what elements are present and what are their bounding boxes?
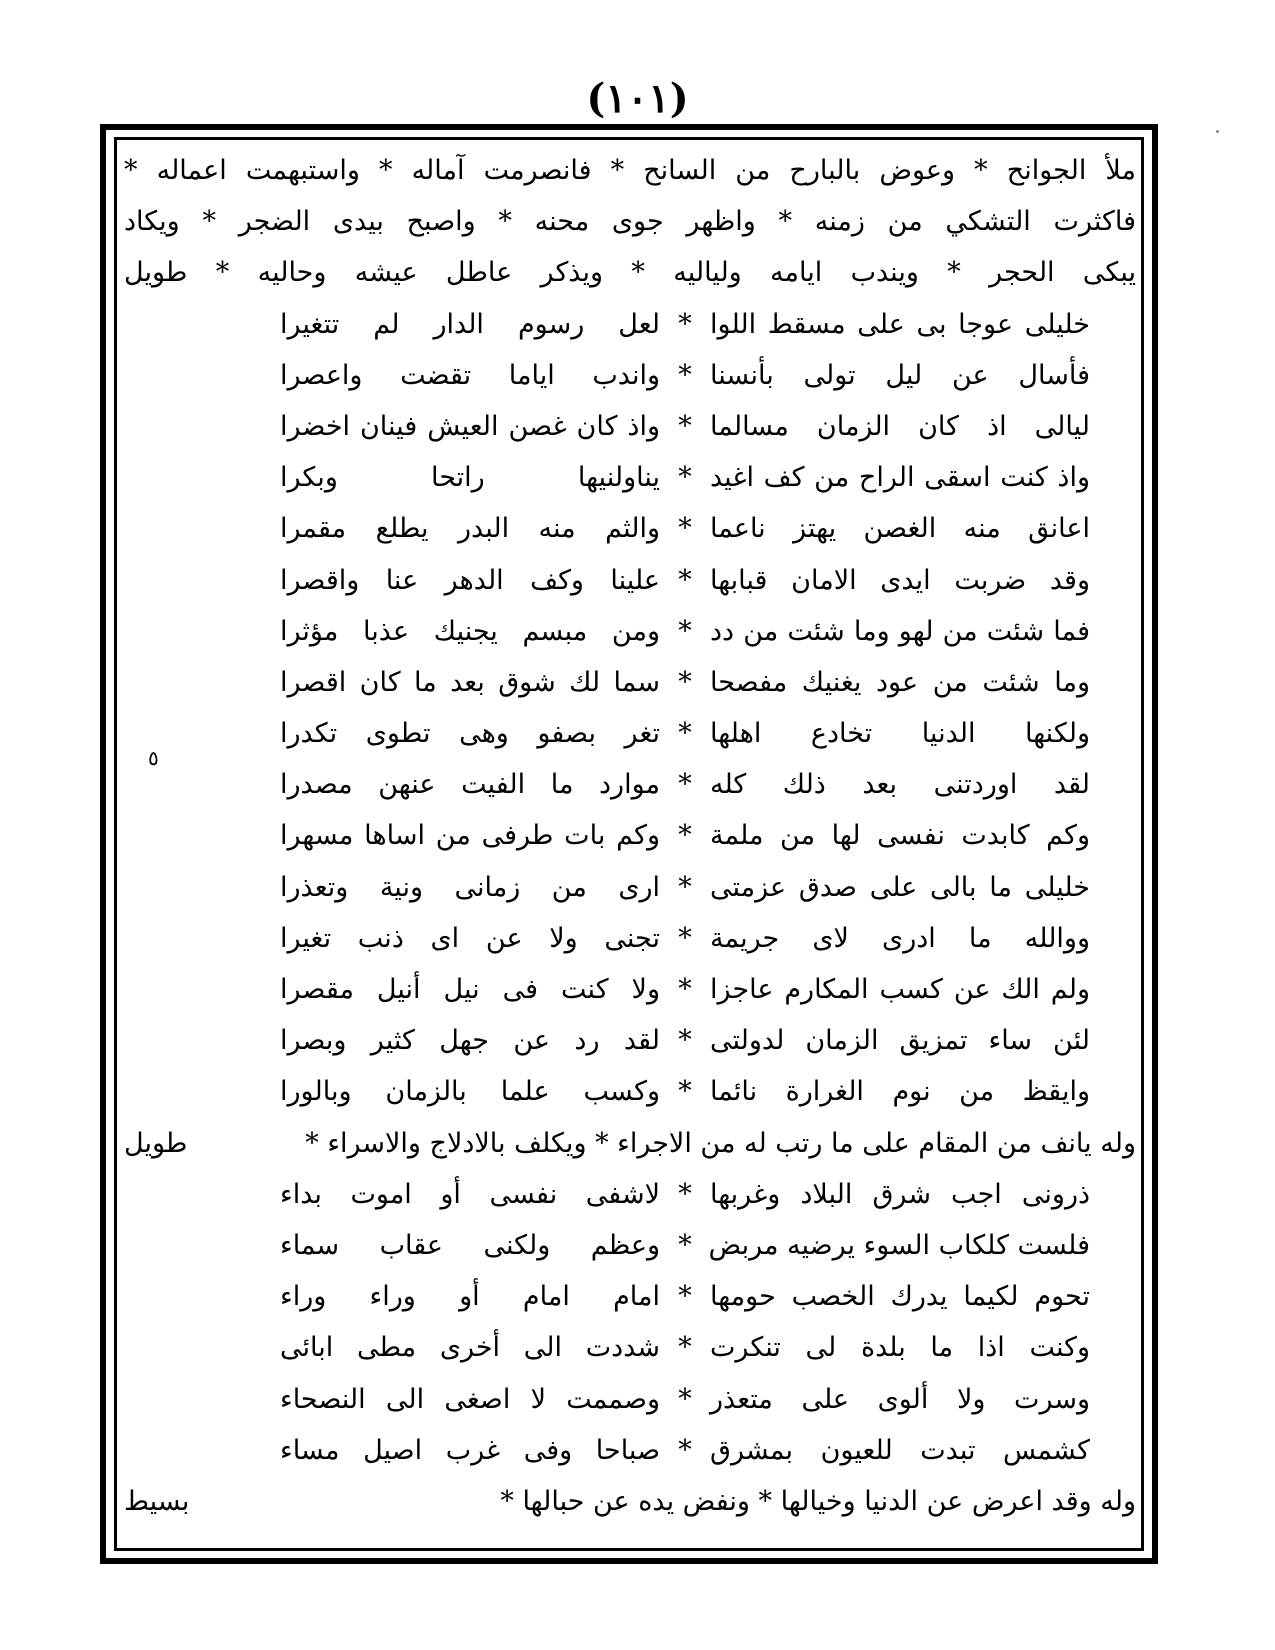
verse-second-hemistich: وعظم ولكنى عقاب سماء [280, 1229, 660, 1261]
meter-label: بسيط [124, 1485, 190, 1517]
verse-first-hemistich: خليلى عوجا بى على مسقط اللوا [710, 308, 1090, 340]
verse-separator: * [678, 1281, 692, 1313]
verse-second-hemistich: شددت الى أخرى مطى ابائى [280, 1332, 660, 1364]
verse-second-hemistich: لعل رسوم الدار لم تتغيرا [280, 308, 660, 340]
prose-heading-line [120, 1476, 1140, 1527]
verse-separator: * [678, 410, 692, 442]
verse-first-hemistich: كشمس تبدت للعيون بمشرق [710, 1434, 1090, 1466]
verse-line [120, 555, 1140, 606]
verse-separator: * [678, 769, 692, 801]
prose-line: فاكثرت التشكي من زمنه * واظهر جوى محنه * واصبح بيدى الضجر * ويكاد [124, 206, 1136, 238]
verse-line [120, 452, 1140, 503]
verse-separator: * [678, 513, 692, 545]
verse-first-hemistich: وقد ضربت ايدى الامان قبابها [710, 564, 1090, 596]
verse-separator: * [678, 666, 692, 698]
verse-first-hemistich: وايقظ من نوم الغرارة نائما [710, 1076, 1090, 1108]
verse-first-hemistich: واذ كنت اسقى الراح من كف اغيد [710, 462, 1090, 494]
verse-first-hemistich: ذرونى اجب شرق البلاد وغربها [710, 1178, 1090, 1210]
verse-second-hemistich: وكم بات طرفى من اساها مسهرا [280, 820, 660, 852]
verse-separator: * [678, 974, 692, 1005]
verse-line [120, 1220, 1140, 1271]
verse-second-hemistich: والثم منه البدر يطلع مقمرا [280, 513, 660, 545]
verse-separator: * [678, 1434, 692, 1466]
verse-second-hemistich: صباحا وفى غرب اصيل مساء [280, 1434, 660, 1466]
verse-separator: * [678, 1025, 692, 1057]
verse-second-hemistich: تغر بصفو وهى تطوى تكدرا [280, 718, 660, 750]
verse-separator: * [678, 1229, 692, 1261]
verse-first-hemistich: فما شئت من لهو وما شئت من دد [710, 615, 1090, 647]
verse-line [120, 401, 1140, 452]
verse-second-hemistich: لقد رد عن جهل كثير وبصرا [280, 1025, 660, 1057]
verse-second-hemistich: وكسب علما بالزمان وبالورا [280, 1076, 660, 1108]
verse-first-hemistich: فأسال عن ليل تولى بأنسنا [710, 359, 1090, 391]
verse-first-hemistich: خليلى ما بالى على صدق عزمتى [710, 871, 1090, 903]
stray-dot [1216, 130, 1219, 133]
verse-first-hemistich: وسرت ولا ألوى على متعذر [710, 1383, 1090, 1415]
verse-separator: * [678, 871, 692, 903]
verse-first-hemistich: تحوم لكيما يدرك الخصب حومها [710, 1281, 1090, 1313]
verse-line [120, 1322, 1140, 1373]
verse-line [120, 913, 1140, 964]
poem-1 [120, 299, 1140, 1118]
verse-line [120, 759, 1140, 810]
verse-first-hemistich: ولم الك عن كسب المكارم عاجزا [710, 974, 1090, 1005]
verse-separator: * [678, 1332, 692, 1364]
verse-first-hemistich: ولكنها الدنيا تخادع اهلها [710, 718, 1090, 750]
poem-2 [120, 1169, 1140, 1476]
verse-line [120, 299, 1140, 350]
prose-line: ملأ الجوانح * وعوض بالبارح من السانح * فانصرمت آماله * واستبهمت اعماله * [124, 155, 1136, 186]
verse-separator: * [678, 462, 692, 494]
margin-mark: ٥ [148, 746, 159, 770]
verse-second-hemistich: علينا وكف الدهر عنا واقصرا [280, 564, 660, 596]
verse-separator: * [678, 922, 692, 954]
verse-second-hemistich: امام امام أو وراء وراء [280, 1281, 660, 1313]
verse-line [120, 606, 1140, 657]
verse-line [120, 1169, 1140, 1220]
verse-second-hemistich: واذ كان غصن العيش فينان اخضرا [280, 410, 660, 442]
verse-separator: * [678, 718, 692, 750]
verse-first-hemistich: فلست كلكاب السوء يرضيه مربض [708, 1229, 1090, 1261]
verse-first-hemistich: وما شئت من عود يغنيك مفصحا [710, 666, 1090, 698]
verse-line [120, 1271, 1140, 1322]
prose-line: يبكى الحجر * ويندب ايامه ولياليه * ويذكر عاطل عيشه وحاليه * طويل [124, 257, 1136, 289]
prose-heading-text: وله وقد اعرض عن الدنيا وخيالها * ونفض يده عن حبالها * [500, 1485, 1136, 1517]
verse-separator: * [678, 564, 692, 596]
verse-line [120, 1425, 1140, 1476]
verse-second-hemistich: ومن مبسم يجنيك عذبا مؤثرا [280, 615, 660, 647]
verse-second-hemistich: تجنى ولا عن اى ذنب تغيرا [280, 922, 660, 954]
verse-line [120, 1015, 1140, 1066]
verse-first-hemistich: وكم كابدت نفسى لها من ملمة [710, 820, 1090, 852]
prose-heading-text: وله يانف من المقام على ما رتب له من الاجراء * ويكلف بالادلاج والاسراء * [305, 1127, 1136, 1159]
verse-first-hemistich: ووالله ما ادرى لاى جريمة [710, 922, 1090, 954]
verse-separator: * [678, 820, 692, 852]
verse-first-hemistich: ليالى اذ كان الزمان مسالما [710, 410, 1090, 442]
verse-separator: * [678, 308, 692, 340]
verse-first-hemistich: لئن ساء تمزيق الزمان لدولتى [710, 1025, 1090, 1057]
verse-line [120, 964, 1140, 1015]
verse-first-hemistich: وكنت اذا ما بلدة لى تنكرت [710, 1332, 1090, 1364]
verse-line [120, 708, 1140, 759]
verse-second-hemistich: ارى من زمانى ونية وتعذرا [280, 871, 660, 903]
verse-line [120, 657, 1140, 708]
prose-heading-line [120, 1118, 1140, 1169]
verse-second-hemistich: موارد ما الفيت عنهن مصدرا [280, 769, 660, 801]
text-block [120, 145, 1140, 1527]
verse-line [120, 1374, 1140, 1425]
verse-line [120, 503, 1140, 554]
verse-separator: * [678, 615, 692, 647]
page-number: (١٠١) [586, 75, 689, 122]
verse-separator: * [678, 359, 692, 391]
verse-line [120, 862, 1140, 913]
verse-separator: * [678, 1178, 692, 1210]
verse-line [120, 350, 1140, 401]
verse-second-hemistich: ولا كنت فى نيل أنيل مقصرا [280, 974, 660, 1005]
verse-separator: * [678, 1076, 692, 1108]
verse-second-hemistich: يناولنيها راتحا وبكرا [280, 462, 660, 494]
verse-first-hemistich: اعانق منه الغصن يهتز ناعما [710, 513, 1090, 545]
verse-second-hemistich: واندب اياما تقضت واعصرا [280, 359, 660, 391]
verse-line [120, 1066, 1140, 1117]
verse-second-hemistich: لاشفى نفسى أو اموت بداء [280, 1178, 660, 1210]
verse-first-hemistich: لقد اوردتنى بعد ذلك كله [710, 769, 1090, 801]
verse-separator: * [678, 1383, 692, 1415]
verse-line [120, 810, 1140, 861]
meter-label: طويل [124, 1127, 188, 1159]
verse-second-hemistich: سما لك شوق بعد ما كان اقصرا [280, 666, 660, 698]
verse-second-hemistich: وصممت لا اصغى الى النصحاء [280, 1383, 660, 1415]
